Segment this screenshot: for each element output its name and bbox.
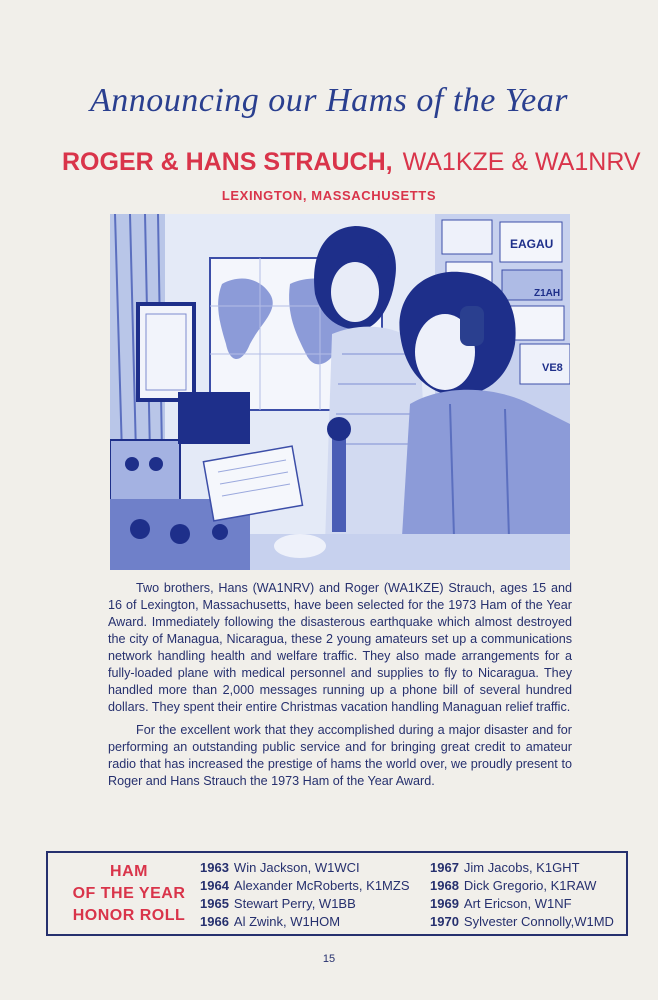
honor-roll-box [46,851,628,936]
entry-name: Dick Gregorio, K1RAW [463,878,597,893]
entry-year: 1964 [200,878,229,893]
entry-name: Art Ericson, W1NF [463,896,572,911]
honor-roll-column-1 [200,860,410,932]
honor-roll-entry [430,878,614,896]
entry-name: Sylvester Connolly,W1MD [463,914,614,929]
article-paragraph: Two brothers, Hans (WA1NRV) and Roger (WA1KZE) Strauch, ages 15 and 16 of Lexington, Massachusetts, have been selected for the 1973 Ham of the Year Award. Immediately following the disasterous earthquake which almost destroyed the city of Managua, Nicaragua, these 2 young amateurs set up a communications network handling health and welfare traffic. They also made arrangements for a fully-loaded plane with medical personnel and supplies to fly to Nicaragua. They handled more than 2,000 messages running up a phone bill of several hundred dollars. They spent their entire Christmas vacation handling Managuan relief traffic. [108,581,572,714]
entry-name: Jim Jacobs, K1GHT [463,860,580,875]
entry-year: 1966 [200,914,229,929]
entry-year: 1965 [200,896,229,911]
entry-year: 1970 [430,914,459,929]
honorees-photo [110,214,570,570]
entry-year: 1963 [200,860,229,875]
article-body [108,580,572,796]
honor-roll-column-2 [430,860,614,932]
entry-year: 1967 [430,860,459,875]
honor-roll-entry [200,914,410,932]
honor-roll-entry [430,860,614,878]
entry-name: Alexander McRoberts, K1MZS [233,878,410,893]
qsl-card-label: Z1AH [534,288,561,299]
honoree-names-line [62,148,641,177]
honor-roll-title-line: OF THE YEAR [72,885,186,902]
page-headline: Announcing our Hams of the Year [90,82,568,119]
honoree-names: ROGER & HANS STRAUCH, [62,148,393,176]
entry-year: 1968 [430,878,459,893]
page-number: 15 [322,953,336,965]
photo-illustration [110,214,570,570]
honor-roll-entry [200,878,410,896]
honor-roll-title-line: HONOR ROLL [72,907,186,924]
qsl-card-label: VE8 [542,362,563,374]
honor-roll-title-line: HAM [110,863,148,880]
honor-roll-title [54,861,204,927]
entry-name: Al Zwink, W1HOM [233,914,341,929]
honor-roll-entry [430,914,614,932]
entry-name: Stewart Perry, W1BB [233,896,356,911]
honor-roll-entry [200,860,410,878]
article-paragraph: For the excellent work that they accomplished during a major disaster and for performing an outstanding public service and for bringing great credit to amateur radio that has increased the prestige of hams the world over, we proudly present to Roger and Hans Strauch the 1973 Ham of the Year Award. [108,723,572,788]
honor-roll-entry [200,896,410,914]
honoree-location: LEXINGTON, MASSACHUSETTS [221,188,437,203]
honor-roll-entry [430,896,614,914]
entry-year: 1969 [430,896,459,911]
honoree-callsigns: WA1KZE & WA1NRV [402,148,641,176]
qsl-card-label: EAGAU [510,237,554,251]
entry-name: Win Jackson, W1WCI [233,860,360,875]
